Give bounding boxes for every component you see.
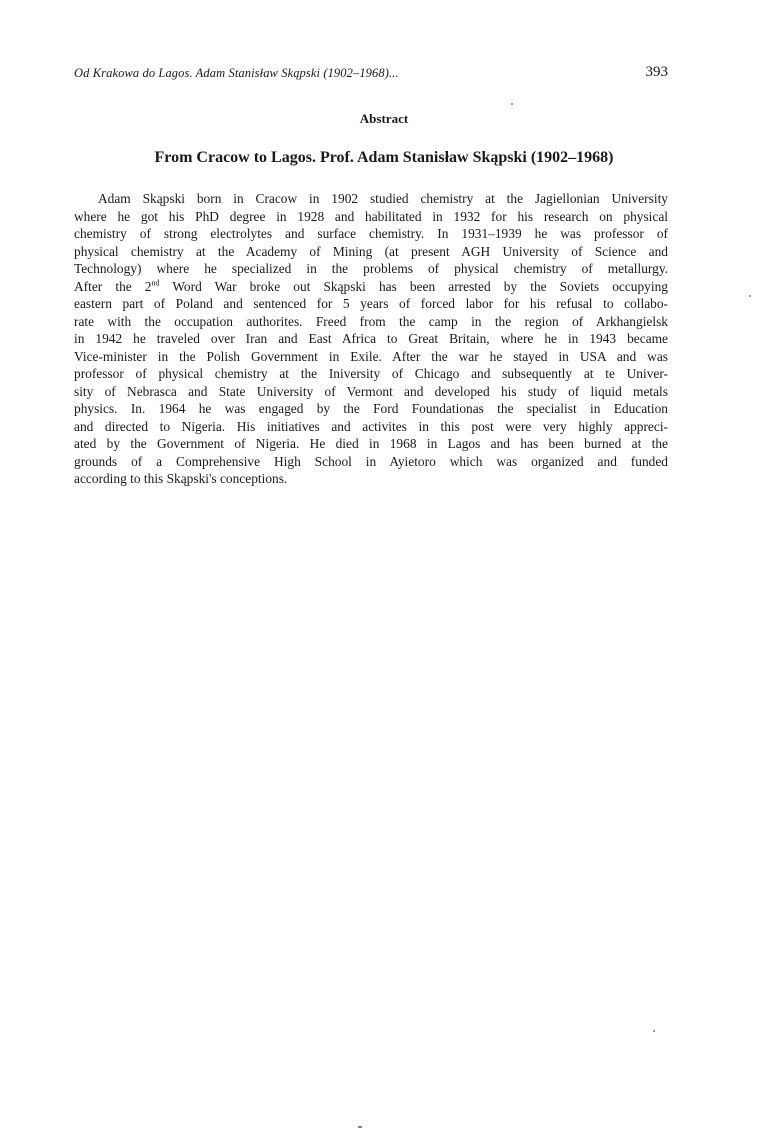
scan-speck xyxy=(749,295,751,297)
abstract-line: according to this Skąpski's conceptions. xyxy=(74,471,288,486)
abstract-title: From Cracow to Lagos. Prof. Adam Stanisław Skąpski (1902–1968) xyxy=(154,149,614,166)
scan-speck xyxy=(511,103,513,105)
abstract-line: in 1942 he traveled over Iran and East Africa to Great Britain, where he in 1943 became xyxy=(74,331,668,346)
abstract-line: and directed to Nigeria. His initiatives and activites in this post were very highly appreci- xyxy=(74,418,668,434)
abstract-line: where he got his PhD degree in 1928 and habilitated in 1932 for his research on physical xyxy=(74,208,668,224)
abstract-heading: Abstract xyxy=(359,111,409,126)
abstract-line: physical chemistry at the Academy of Mining (at present AGH University of Science and xyxy=(74,243,668,259)
scan-speck xyxy=(653,1030,655,1032)
page-number: 393 xyxy=(645,64,668,80)
abstract-line: Vice-minister in the Polish Government in Exile. After the war he stayed in USA and was xyxy=(74,348,668,364)
abstract-line: sity of Nebrasca and State University of Vermont and developed his study of liquid metals xyxy=(74,383,668,399)
abstract-body xyxy=(74,190,668,488)
abstract-line: After the 2nd Word War broke out Skąpski has been arrested by the Soviets occupying xyxy=(74,278,668,294)
abstract-line: rate with the occupation authorites. Freed from the camp in the region of Arkhangielsk xyxy=(74,313,668,329)
abstract-line: physics. In. 1964 he was engaged by the Ford Foundationas the specialist in Education xyxy=(74,401,668,416)
abstract-line: grounds of a Comprehensive High School in Ayietoro which was organized and funded xyxy=(74,453,668,469)
abstract-line: Adam Skąpski born in Cracow in 1902 studied chemistry at the Jagiellonian University xyxy=(98,191,668,206)
abstract-line: Technology) where he specialized in the problems of physical chemistry of metallurgy. xyxy=(74,261,668,276)
running-head: Od Krakowa do Lagos. Adam Stanisław Skąpski (1902–1968)... xyxy=(74,66,399,80)
scan-speck xyxy=(358,1126,362,1128)
abstract-line: ated by the Government of Nigeria. He died in 1968 in Lagos and has been burned at the xyxy=(74,436,668,451)
abstract-line: professor of physical chemistry at the Iniversity of Chicago and subsequently at te Univer- xyxy=(74,366,668,381)
abstract-line: chemistry of strong electrolytes and surface chemistry. In 1931–1939 he was professor of xyxy=(74,226,668,241)
abstract-line: eastern part of Poland and sentenced for 5 years of forced labor for his refusal to collabo- xyxy=(74,296,668,311)
